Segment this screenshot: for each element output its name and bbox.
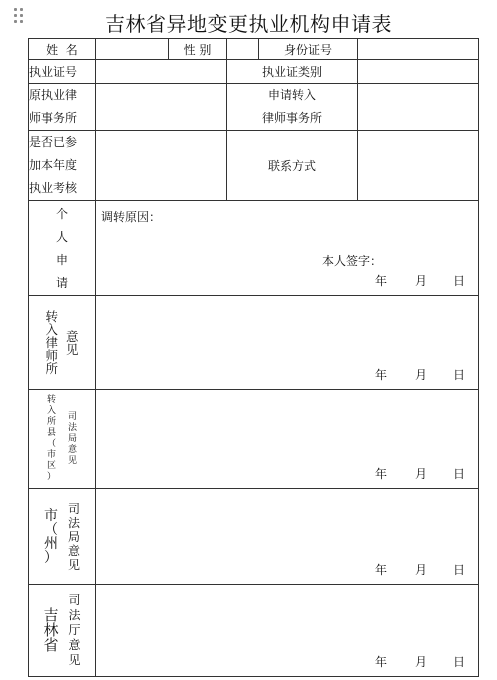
county-label-char: ） — [46, 472, 56, 482]
cert-number-value[interactable] — [96, 60, 227, 84]
city-label-char: ） — [43, 549, 58, 566]
row-county-opinion — [29, 390, 479, 489]
target-firm-label-line1: 申请转入 — [268, 88, 317, 102]
province-opinion-label — [29, 585, 96, 677]
county-label-char: 转 — [46, 395, 56, 405]
city-label-char: 见 — [67, 557, 80, 572]
county-label-char: 司 — [68, 411, 78, 422]
firm-label-char: 律 — [45, 335, 58, 350]
assessment-label-line2: 加本年度 — [29, 158, 78, 172]
cert-type-value[interactable] — [358, 60, 479, 84]
county-label-char: 入 — [46, 406, 56, 416]
row-city-opinion — [29, 489, 479, 585]
personal-label-char: 人 — [55, 230, 68, 244]
firm-label-char: 入 — [45, 322, 58, 337]
city-label-char: 市 — [43, 507, 58, 524]
province-label-char: 法 — [68, 608, 81, 622]
date-day: 日 — [453, 655, 466, 669]
county-label-char: 局 — [68, 433, 78, 444]
gender-value[interactable] — [227, 39, 259, 60]
date-year: 年 — [375, 467, 388, 481]
city-label-char: 司 — [67, 501, 80, 516]
original-firm-label-line2: 师事务所 — [29, 111, 78, 125]
personal-label-char: 个 — [55, 207, 68, 221]
id-number-label: 身份证号 — [259, 39, 358, 60]
province-label-char: 吉 — [43, 606, 59, 624]
date-month: 月 — [415, 467, 428, 481]
cert-number-label: 执业证号 — [29, 60, 96, 84]
date-month: 月 — [415, 368, 428, 382]
city-label-char: 法 — [67, 515, 80, 530]
original-firm-label — [29, 84, 96, 131]
date-day: 日 — [453, 274, 466, 288]
city-opinion-label — [29, 489, 96, 585]
row-firm-opinion — [29, 296, 479, 390]
city-label-char: 局 — [67, 529, 80, 544]
date-day: 日 — [453, 368, 466, 382]
original-firm-value[interactable] — [96, 84, 227, 131]
date-day: 日 — [453, 563, 466, 577]
transfer-reason-label: 调转原因： — [101, 210, 162, 224]
province-label-char: 司 — [68, 593, 81, 607]
row-personal-application — [29, 201, 479, 296]
county-label-char: 所 — [46, 417, 56, 427]
county-label-char: 法 — [68, 422, 78, 433]
firm-label-char: 意 — [66, 328, 79, 344]
gender-label: 性 别 — [169, 39, 227, 60]
firm-label-char: 转 — [45, 309, 58, 324]
city-opinion-content[interactable] — [96, 489, 479, 585]
county-label-char: 意 — [68, 444, 78, 455]
firm-label-char: 师 — [45, 348, 58, 363]
assessment-value[interactable] — [96, 131, 227, 201]
province-label-char: 见 — [68, 653, 81, 667]
county-label-char: 县 — [46, 428, 56, 438]
county-label-char: （ — [46, 439, 56, 449]
assessment-label-line1: 是否已参 — [29, 135, 78, 149]
date-year: 年 — [375, 368, 388, 382]
province-label-char: 林 — [43, 621, 59, 639]
target-firm-label-line2: 律师事务所 — [262, 111, 323, 125]
contact-label: 联系方式 — [227, 131, 358, 201]
county-label-char: 市 — [46, 450, 56, 460]
form-title: 吉林省异地变更执业机构申请表 — [105, 12, 392, 36]
firm-label-char: 见 — [66, 341, 79, 357]
date-month: 月 — [415, 655, 428, 669]
firm-opinion-label — [29, 296, 96, 390]
province-label-char: 省 — [43, 636, 59, 654]
province-label-char: 意 — [68, 638, 81, 652]
target-firm-label — [227, 84, 358, 131]
personal-label-char: 申 — [55, 253, 68, 267]
city-label-char: 州 — [43, 535, 58, 552]
row-law-firms — [29, 84, 479, 131]
personal-application-content[interactable] — [96, 201, 479, 296]
row-province-opinion — [29, 585, 479, 677]
id-number-value[interactable] — [358, 39, 479, 60]
row-assessment — [29, 131, 479, 201]
date-day: 日 — [453, 467, 466, 481]
personal-application-label — [29, 201, 96, 296]
county-label-char: 见 — [68, 455, 78, 466]
original-firm-label-line1: 原执业律 — [29, 88, 78, 102]
cert-type-label: 执业证类别 — [227, 60, 358, 84]
date-month: 月 — [415, 563, 428, 577]
name-value[interactable] — [96, 39, 169, 60]
application-form-table — [28, 38, 479, 677]
contact-value[interactable] — [358, 131, 479, 201]
assessment-label-line3: 执业考核 — [29, 181, 78, 195]
row-certificate — [29, 60, 479, 84]
date-year: 年 — [375, 563, 388, 577]
city-label-char: （ — [43, 521, 58, 538]
province-label-char: 厅 — [68, 623, 81, 637]
county-opinion-content[interactable] — [96, 390, 479, 489]
name-label: 姓 名 — [29, 39, 96, 60]
assessment-label — [29, 131, 96, 201]
province-opinion-content[interactable] — [96, 585, 479, 677]
row-basic-info — [29, 39, 479, 60]
date-year: 年 — [375, 655, 388, 669]
personal-label-char: 请 — [55, 276, 68, 290]
county-opinion-label — [29, 390, 96, 489]
firm-opinion-content[interactable] — [96, 296, 479, 390]
city-label-char: 意 — [67, 543, 80, 558]
target-firm-value[interactable] — [358, 84, 479, 131]
firm-label-char: 所 — [45, 361, 58, 376]
date-year: 年 — [375, 274, 388, 288]
date-month: 月 — [415, 274, 428, 288]
signature-label: 本人签字： — [322, 254, 383, 268]
county-label-char: 区 — [46, 461, 56, 471]
